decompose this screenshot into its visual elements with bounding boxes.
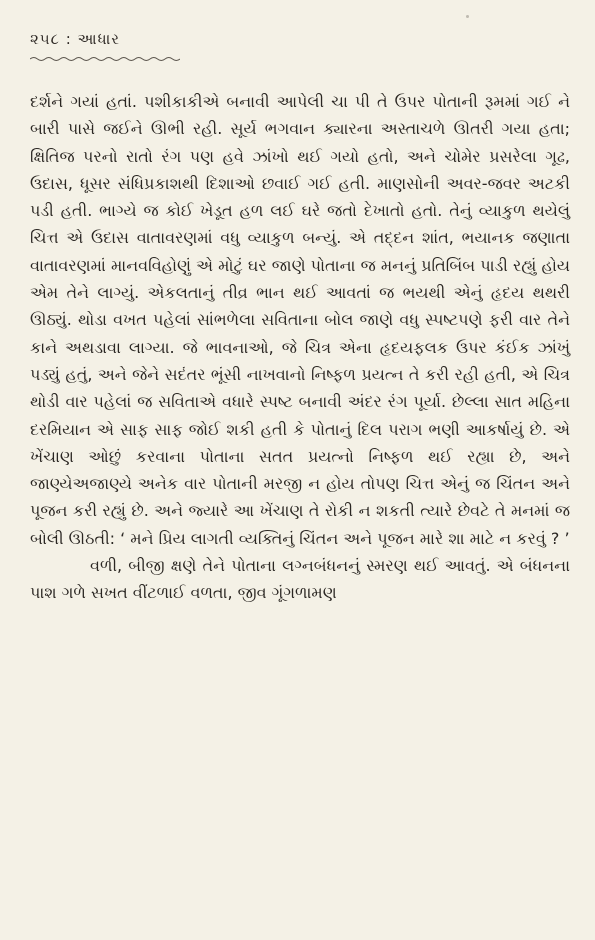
chapter-title: આધાર bbox=[77, 30, 121, 48]
running-header bbox=[30, 30, 120, 48]
page-number: ૨૫૮ bbox=[30, 30, 60, 48]
header-separator: : bbox=[65, 30, 72, 48]
paragraph-1: દર્શને ગયાં હતાં. પશીકાકીએ બનાવી આપેલી ચા પી તે ઉપર પોતાની રૂમમાં ગઈ ને બારી પાસે જઈને ઊભી રહી. સૂર્ય ભગવાન ક્યારના અસ્તાચળે ઊતરી ગયા હતા; ક્ષિતિજ પરનો રાતો રંગ પણ હવે ઝાંખો થઈ ગયો હતો, અને ચોમેર પ્રસરેલા ગૂઢ, ઉદાસ, ધૂસર સંધિપ્રકાશથી દિશાઓ છવાઈ ગઈ હતી. માણસોની અવર-જવર અટકી પડી હતી. ભાગ્યે જ કોઈ ખેડૂત હળ લઈ ઘરે જતો દેખાતો હતો. તેનું વ્યાકુળ થયેલું ચિત્ત એ ઉદાસ વાતાવરણમાં વધુ વ્યાકુળ બન્યું. એ તદ્દન શાંત, ભયાનક જણાતા વાતાવરણમાં માનવવિહોણું એ મોટું ઘર જાણે પોતાના જ મનનું પ્રતિબિંબ પાડી રહ્યું હોય એમ તેને લાગ્યું. એકલતાનું તીવ્ર ભાન થઈ આવતાં જ ભયથી એનું હૃદય થથરી ઊઠ્યું. થોડા વખત પહેલાં સાંભળેલા સવિતાના બોલ જાણે વધુ સ્પષ્ટપણે ફરી વાર તેને કાને અથડાવા લાગ્યા. જે ભાવનાઓ, જે ચિત્ર એના હૃદયફલક ઉપર કંઈક ઝાંખું પડ્યું હતું, અને જેને સદંતર ભૂંસી નાખવાનો નિષ્ફળ પ્રયત્ન તે કરી રહી હતી, એ ચિત્ર થોડી વાર પહેલાં જ સવિતાએ વધારે સ્પષ્ટ બનાવી અંદર રંગ પૂર્યા. છેલ્લા સાત મહિના દરમિયાન એ સાફ સાફ જોઈ શકી હતી કે પોતાનું દિલ પરાગ ભણી આકર્ષાયું છે. એ ખેંચાણ ઓછું કરવાના પોતાના સતત પ્રયત્નો નિષ્ફળ થઈ રહ્યા છે, અને જાણ્યેઅજાણ્યે અનેક વાર પોતાની મરજી ન હોય તોપણ ચિત્ત એનું જ ચિંતન અને પૂજન કરી રહ્યું છે. અને જ્યારે આ ખેંચાણ તે રોકી ન શકતી ત્યારે છેવટે તે મનમાં જ બોલી ઊઠતી: ‘ મને પ્રિય લાગતી વ્યક્તિનું ચિંતન અને પૂજન મારે શા માટે ન કરવું ? ’ bbox=[30, 92, 570, 548]
header-wavy-rule bbox=[30, 56, 180, 62]
body-text bbox=[30, 88, 570, 607]
paragraph-2: વળી, બીજી ક્ષણે તેને પોતાના લગ્નબંધનનું સ્મરણ થઈ આવતું. એ બંધનના પાશ ગળે સખત વીંટળાઈ વળતા, જીવ ગૂંગળામણ bbox=[30, 556, 570, 603]
paper-speck bbox=[466, 15, 469, 18]
